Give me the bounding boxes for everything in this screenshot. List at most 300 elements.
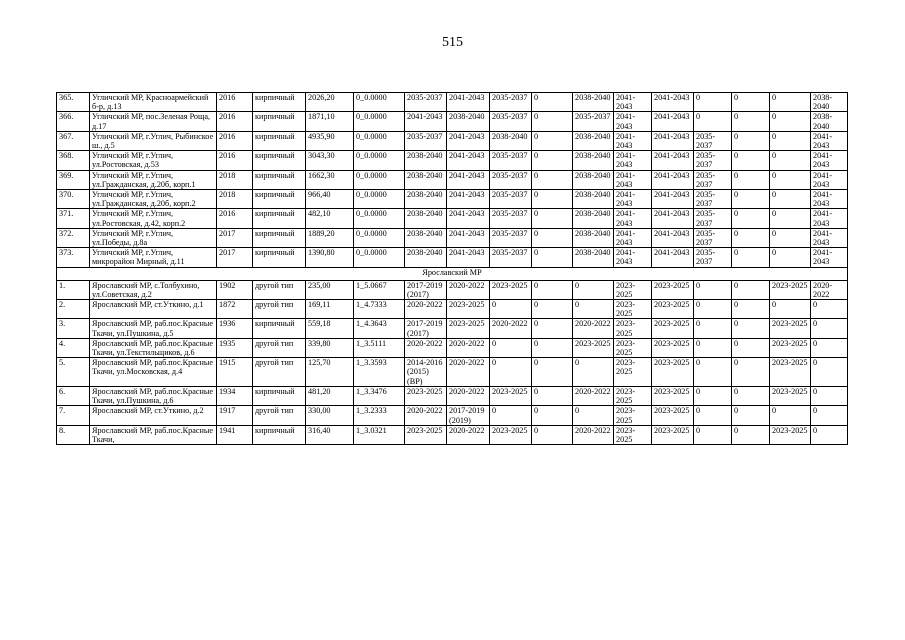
table-cell: 1_4.3643 [354,319,405,338]
table-cell: Угличский МР, г.Углич, ул.Ростовская, д.53 [90,151,217,170]
table-cell: 2041-2043 [614,209,652,228]
table-cell: Угличский МР, пос.Зеленая Роща, д.17 [90,112,217,131]
table-row [57,319,848,338]
table-cell: 0 [694,425,732,444]
table-cell: 0 [573,300,614,319]
table-cell: 2023-2025 [614,386,652,405]
table-cell: 0_0.0000 [354,248,405,267]
table-cell: 2016 [217,151,253,170]
table-cell: Ярославский МР, ст.Уткино, д.2 [90,406,217,425]
table-cell: Ярославский МР, ст.Уткино, д.1 [90,300,217,319]
table-cell: 2020-2022 [405,406,447,425]
table-cell: 2041-2043 [405,112,447,131]
table-cell: 2023-2025 [652,425,694,444]
table-cell: 2038-2040 [405,209,447,228]
table-cell: 0 [532,209,573,228]
table-cell: кирпичный [253,248,306,267]
table-cell: 2026,20 [306,93,354,112]
table-row [57,170,848,189]
table-cell: Угличский МР, г.Углич, ул.Гражданская, д.20б, корп.2 [90,190,217,209]
table-cell: 0 [770,170,811,189]
table-cell: 2041-2043 [811,228,848,247]
table-cell: 2023-2025 [652,300,694,319]
table-cell: 2016 [217,209,253,228]
table-cell: 0 [811,300,848,319]
table-cell: 339,80 [306,338,354,357]
table-cell: 0 [532,280,573,299]
table-cell: 481,20 [306,386,354,405]
table-cell: 0 [732,112,770,131]
table-cell: 2035-2037 [694,170,732,189]
table-row [57,406,848,425]
table-cell: кирпичный [253,209,306,228]
table-cell: 0_0.0000 [354,228,405,247]
table-cell: 1_3.3476 [354,386,405,405]
table-row [57,300,848,319]
table-cell: 2038-2040 [405,151,447,170]
table-cell: 2035-2037 [694,190,732,209]
table-cell: 2038-2040 [811,93,848,112]
table-cell: Угличский МР, г.Углич, ул.Ростовская, д.42, корп.2 [90,209,217,228]
table-cell: 0_0.0000 [354,93,405,112]
table-cell: 966,40 [306,190,354,209]
table-cell: 2017 [217,248,253,267]
table-cell: 0 [490,338,532,357]
table-cell: 0 [694,112,732,131]
table-cell: 2041-2043 [652,93,694,112]
table-cell: 2017-2019 (2017) [405,319,447,338]
table-cell: 1_3.3593 [354,358,405,387]
table-cell: 2041-2043 [652,209,694,228]
table-cell: Ярославский МР, с.Толбухино, ул.Советская, д.2 [90,280,217,299]
table-cell: 0_0.0000 [354,190,405,209]
table-row [57,190,848,209]
table-cell: 2038-2040 [405,170,447,189]
table-cell: 1941 [217,425,253,444]
table-row [57,112,848,131]
table-cell: 1902 [217,280,253,299]
table-cell: 2038-2040 [573,151,614,170]
table-cell: 0 [732,406,770,425]
table-cell: 235,00 [306,280,354,299]
table-row [57,228,848,247]
table-cell: 0 [694,338,732,357]
table-cell: 2020-2022 [447,280,490,299]
table-cell: Угличский МР, г.Углич, Рыбинское ш., д.5 [90,131,217,150]
table-cell: 2014-2016 (2015) (ВР) [405,358,447,387]
table-cell: 0 [770,248,811,267]
table-cell: 0 [770,93,811,112]
table-cell: 0_0.0000 [354,209,405,228]
table-row [57,93,848,112]
table-cell: 2041-2043 [652,131,694,150]
table-cell: 1390,80 [306,248,354,267]
table-cell: 2035-2037 [490,248,532,267]
table-cell: 1_4.7333 [354,300,405,319]
table-cell: Ярославский МР, раб.пос.Красные Ткачи, ул.Пушкина, д.6 [90,386,217,405]
table-cell: 7. [57,406,90,425]
table-cell: 0 [573,280,614,299]
table-cell: 1_3.0321 [354,425,405,444]
table-cell: 2016 [217,131,253,150]
table-cell: 6. [57,386,90,405]
table-cell: 2041-2043 [811,248,848,267]
table-cell: 2023-2025 [447,300,490,319]
table-cell: 2038-2040 [405,248,447,267]
table-cell: 2023-2025 [490,425,532,444]
table-cell: 2041-2043 [447,170,490,189]
table-cell: 2023-2025 [652,358,694,387]
table-cell: 0 [694,319,732,338]
table-cell: другой тип [253,300,306,319]
table-cell: 0 [732,300,770,319]
table-cell: 2041-2043 [447,248,490,267]
table-cell: 2020-2022 [573,425,614,444]
table-cell: 2020-2022 [447,338,490,357]
table-cell: 2023-2025 [405,386,447,405]
table-cell: 316,40 [306,425,354,444]
table-cell: 1_5.0667 [354,280,405,299]
table-cell: 2038-2040 [573,93,614,112]
table-cell: 0 [732,358,770,387]
table-cell: 4. [57,338,90,357]
table-cell: 0 [732,280,770,299]
table-cell: другой тип [253,358,306,387]
table-cell: 0 [732,93,770,112]
table-cell: Угличский МР, Красноармейский б-р, д.13 [90,93,217,112]
table-cell: Угличский МР, г.Углич, микрорайон Мирный, д.11 [90,248,217,267]
table-cell: кирпичный [253,425,306,444]
table-cell: 0 [532,319,573,338]
table-cell: 1871,10 [306,112,354,131]
table-row [57,425,848,444]
table-cell: 2023-2025 [770,358,811,387]
table-row [57,280,848,299]
table-cell: Ярославский МР, раб.пос.Красные Ткачи, ул.Московская, д.4 [90,358,217,387]
table-cell: 1934 [217,386,253,405]
table-cell: 0 [770,406,811,425]
table-cell: 2038-2040 [573,248,614,267]
table-cell: 1917 [217,406,253,425]
table-cell: 0 [490,406,532,425]
table-cell: Ярославский МР, раб.пос.Красные Ткачи, ул.Текстильщиков, д.6 [90,338,217,357]
table-cell: 0 [732,338,770,357]
table-cell: 2020-2022 [490,319,532,338]
table-cell: 0 [732,386,770,405]
table-cell: 2038-2040 [573,209,614,228]
table-cell: 372. [57,228,90,247]
table-cell: 2041-2043 [614,248,652,267]
table-cell: 2035-2037 [694,151,732,170]
table-cell: 2038-2040 [573,170,614,189]
table-cell: 0 [532,425,573,444]
table-cell: 2035-2037 [490,190,532,209]
table-cell: 0 [811,319,848,338]
table-cell: 2. [57,300,90,319]
table-cell: 369. [57,170,90,189]
table-cell: 2035-2037 [573,112,614,131]
table-cell: 0 [770,131,811,150]
table-cell: 2023-2025 [490,280,532,299]
table-cell: 2023-2025 [614,338,652,357]
table-cell: 1. [57,280,90,299]
table-cell: 0 [770,190,811,209]
table-cell: 371. [57,209,90,228]
table-cell: 8. [57,425,90,444]
table-cell: 0 [573,358,614,387]
table-cell: 0_0.0000 [354,170,405,189]
table-cell: 2038-2040 [573,190,614,209]
table-cell: Ярославский МР, раб.пос.Красные Ткачи, [90,425,217,444]
table-cell: 2035-2037 [490,151,532,170]
table-cell: 0 [732,228,770,247]
table-cell: 2020-2022 [573,319,614,338]
page-number: 515 [442,35,463,50]
table-cell: 1889,20 [306,228,354,247]
table-cell: 2041-2043 [447,131,490,150]
table-cell: 367. [57,131,90,150]
table-cell: 2041-2043 [447,151,490,170]
table-cell: 0 [490,300,532,319]
table-cell: 0 [532,338,573,357]
table-cell: 2041-2043 [811,209,848,228]
table-cell: 370. [57,190,90,209]
table-cell: кирпичный [253,386,306,405]
table-row [57,386,848,405]
table-cell: 2016 [217,93,253,112]
table-cell: 2023-2025 [573,338,614,357]
table-cell: 2023-2025 [652,406,694,425]
table-cell: 0 [732,209,770,228]
table-cell: кирпичный [253,170,306,189]
table-cell: 2041-2043 [652,190,694,209]
table-cell: 2016 [217,112,253,131]
table-cell: 1915 [217,358,253,387]
table-cell: 0 [694,280,732,299]
table-cell: 0_0.0000 [354,151,405,170]
table-row [57,248,848,267]
table-cell: 2041-2043 [447,228,490,247]
table-cell: 0 [732,131,770,150]
table-cell: 373. [57,248,90,267]
table-cell: 2035-2037 [694,248,732,267]
table-cell: 0 [532,406,573,425]
table-cell: 2038-2040 [811,112,848,131]
table-cell: другой тип [253,280,306,299]
table-cell: 0 [770,228,811,247]
table-cell: 2038-2040 [490,131,532,150]
table-cell: 2020-2022 [405,338,447,357]
table-cell: 482,10 [306,209,354,228]
table-cell: 2035-2037 [694,209,732,228]
table-cell: 2041-2043 [652,112,694,131]
table-cell: 2020-2022 [447,358,490,387]
table-cell: 2023-2025 [614,280,652,299]
table-row [57,209,848,228]
table-cell: 0 [732,425,770,444]
table-cell: 2023-2025 [614,300,652,319]
table-cell: 2041-2043 [614,190,652,209]
table-cell: 0_0.0000 [354,112,405,131]
table-cell: 366. [57,112,90,131]
table-cell: 2041-2043 [811,170,848,189]
table-cell: Угличский МР, г.Углич, ул.Гражданская, д.20б, корп.1 [90,170,217,189]
table-cell: 2023-2025 [614,406,652,425]
table-cell: 2038-2040 [405,228,447,247]
table-cell: 2023-2025 [614,319,652,338]
table-cell: 2020-2022 [811,280,848,299]
table-cell: 0 [532,170,573,189]
table-cell: 0 [532,228,573,247]
table-cell: 2041-2043 [811,190,848,209]
table-cell: 2041-2043 [811,151,848,170]
table-cell: 0 [532,93,573,112]
table-cell: 2023-2025 [770,319,811,338]
table-cell: 2023-2025 [405,425,447,444]
table-cell: 2041-2043 [614,112,652,131]
table-cell: 0 [811,386,848,405]
table-cell: 0 [770,151,811,170]
table-cell: 2035-2037 [490,170,532,189]
table-cell: Ярославский МР, раб.пос.Красные Ткачи, ул.Пушкина, д.5 [90,319,217,338]
table-cell: 125,70 [306,358,354,387]
table-row [57,358,848,387]
table-cell: 3. [57,319,90,338]
table-cell: 2038-2040 [573,228,614,247]
table-cell: 365. [57,93,90,112]
table-row [57,338,848,357]
table-cell: 1935 [217,338,253,357]
table-cell: 2023-2025 [490,386,532,405]
table-cell: 2020-2022 [405,300,447,319]
table-cell: 2020-2022 [573,386,614,405]
table-cell: 2041-2043 [614,228,652,247]
table-cell: кирпичный [253,190,306,209]
table-cell: 2035-2037 [490,209,532,228]
section-title: Ярославский МР [57,267,848,280]
table-cell: другой тип [253,338,306,357]
table-cell: 2041-2043 [652,151,694,170]
table-cell: кирпичный [253,228,306,247]
table-cell: 2041-2043 [447,93,490,112]
table-cell: 0 [811,425,848,444]
repair-schedule-table [56,92,848,445]
table-cell: 2017-2019 (2017) [405,280,447,299]
table-cell: кирпичный [253,319,306,338]
table-cell: 2023-2025 [770,386,811,405]
table-cell: 1_3.5111 [354,338,405,357]
table-cell: 2018 [217,190,253,209]
table-cell: 0 [490,358,532,387]
table-cell: 2035-2037 [694,228,732,247]
table-cell: 0 [532,151,573,170]
table-cell: 2018 [217,170,253,189]
table-cell: 368. [57,151,90,170]
table-cell: 2023-2025 [614,425,652,444]
table-row [57,131,848,150]
table-cell: 2023-2025 [614,358,652,387]
table-cell: 4935,90 [306,131,354,150]
table-cell: 2041-2043 [614,93,652,112]
table-cell: кирпичный [253,93,306,112]
table-cell: 1662,30 [306,170,354,189]
table-cell: 2035-2037 [490,93,532,112]
table-cell: 0 [732,190,770,209]
table-cell: 2017 [217,228,253,247]
table-cell: 0 [532,190,573,209]
table-cell: 2023-2025 [652,386,694,405]
table-cell: 330,00 [306,406,354,425]
table-cell: кирпичный [253,112,306,131]
table-cell: 0 [732,319,770,338]
table-cell: 0 [573,406,614,425]
table-cell: 0 [694,406,732,425]
table-cell: 0 [770,209,811,228]
table-cell: 2038-2040 [573,131,614,150]
table-cell: 0 [532,248,573,267]
table-cell: 2020-2022 [447,386,490,405]
table-cell: 2041-2043 [447,209,490,228]
table-cell: 2017-2019 (2019) [447,406,490,425]
table-cell: другой тип [253,406,306,425]
table-cell: 2038-2040 [405,190,447,209]
table-cell: 2023-2025 [770,338,811,357]
table-cell: 0 [694,358,732,387]
table-cell: 2041-2043 [614,151,652,170]
table-cell: 0 [532,358,573,387]
table-cell: 0 [811,358,848,387]
table-cell: 0 [694,300,732,319]
table-cell: 1936 [217,319,253,338]
table-cell: кирпичный [253,131,306,150]
table-cell: 2023-2025 [652,319,694,338]
table-cell: 0 [770,112,811,131]
table-cell: 0 [811,338,848,357]
table-cell: 2038-2040 [447,112,490,131]
table-cell: 559,18 [306,319,354,338]
table-cell: кирпичный [253,151,306,170]
table-cell: 2023-2025 [652,338,694,357]
table-cell: 2035-2037 [490,112,532,131]
table-cell: 2035-2037 [694,131,732,150]
table-cell: 169,11 [306,300,354,319]
table-row [57,151,848,170]
table-cell: 0 [811,406,848,425]
table-cell: 2023-2025 [770,425,811,444]
table-cell: Угличский МР, г.Углич, ул.Победы, д.8а [90,228,217,247]
table-cell: 2020-2022 [447,425,490,444]
table-cell: 3043,30 [306,151,354,170]
table-cell: 2023-2025 [447,319,490,338]
table-cell: 0 [532,386,573,405]
table-cell: 5. [57,358,90,387]
table-cell: 0 [732,151,770,170]
section-row [57,267,848,280]
table-cell: 0 [532,131,573,150]
table-cell: 0 [532,112,573,131]
table-cell: 2041-2043 [811,131,848,150]
table-cell: 1_3.2333 [354,406,405,425]
table-cell: 2041-2043 [447,190,490,209]
table-cell: 0 [694,386,732,405]
table-cell: 0 [694,93,732,112]
table-cell: 2023-2025 [652,280,694,299]
table-cell: 2035-2037 [405,93,447,112]
table-cell: 2035-2037 [405,131,447,150]
table-cell: 2041-2043 [652,228,694,247]
table-cell: 0 [732,248,770,267]
table-cell: 2041-2043 [614,131,652,150]
